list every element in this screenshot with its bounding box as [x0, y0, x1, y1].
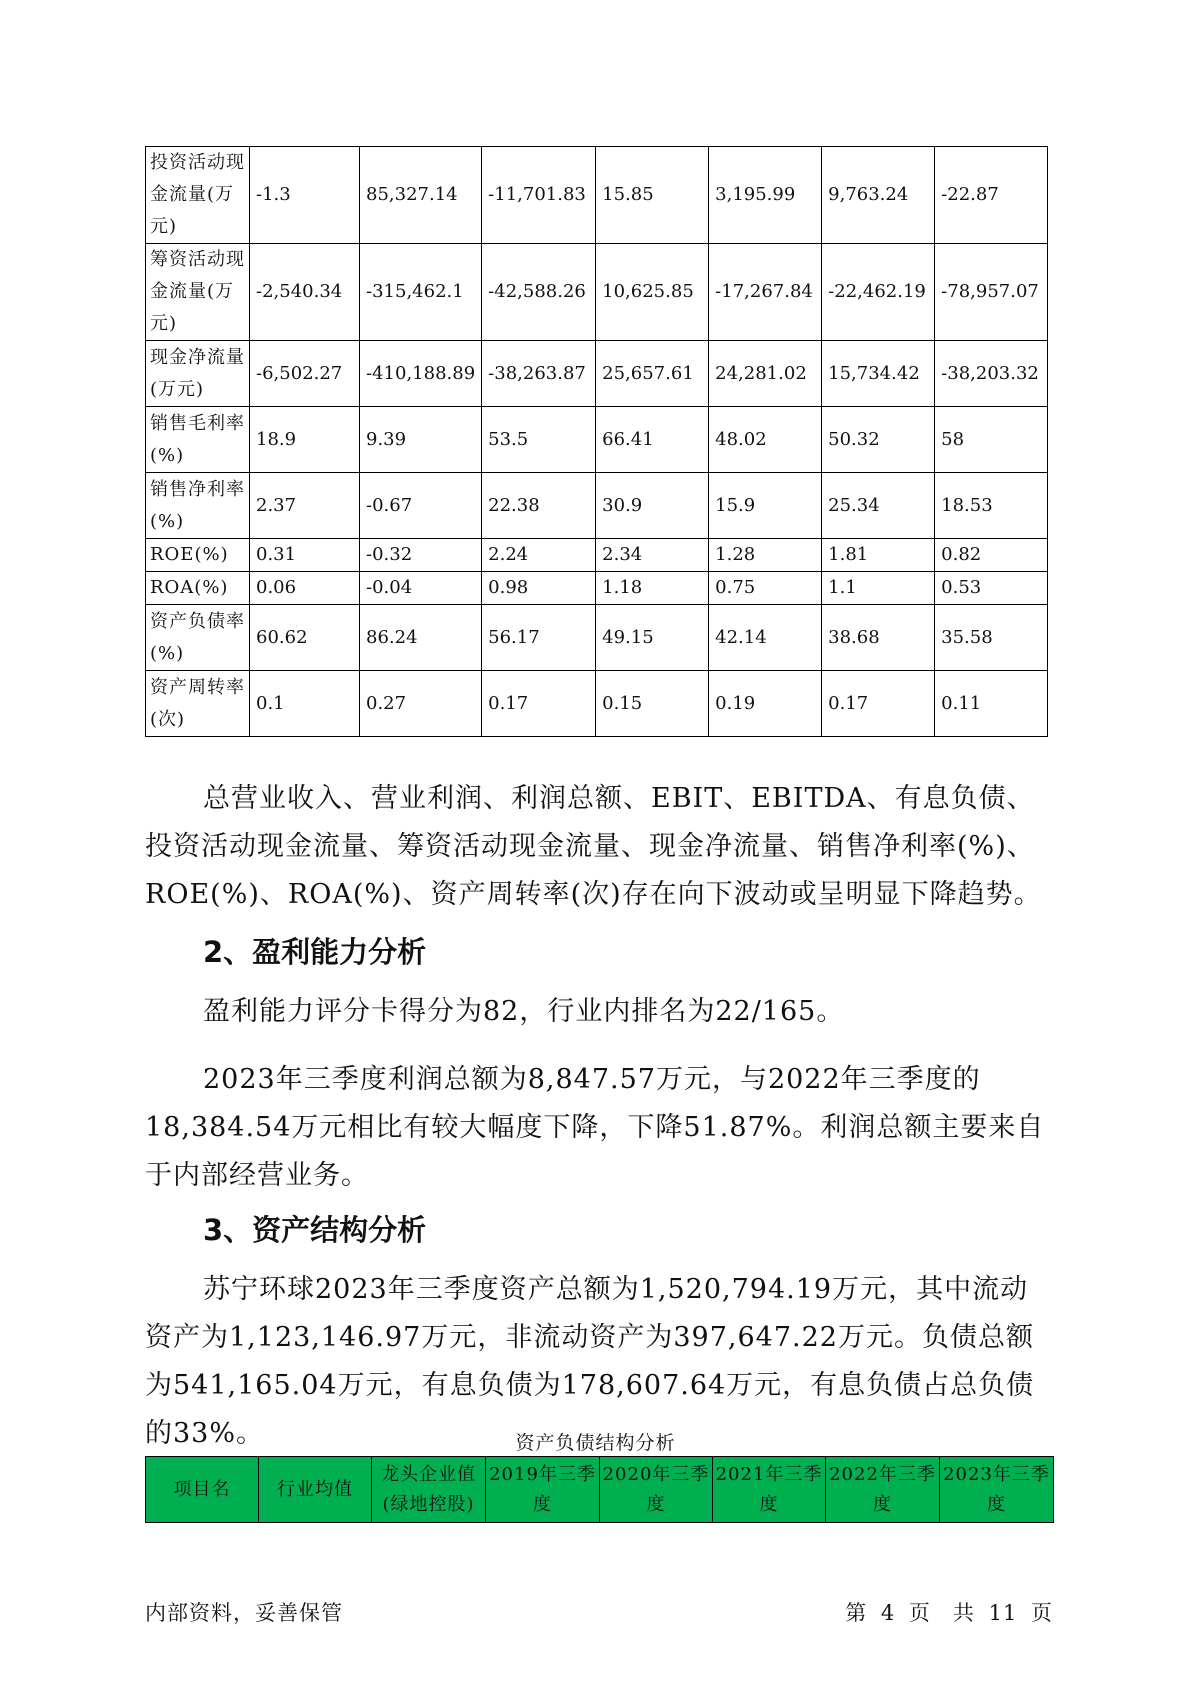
metric-value: 58 [935, 407, 1048, 473]
metric-value: 2.24 [482, 539, 596, 572]
metric-value: 10,625.85 [596, 244, 709, 341]
metric-value: -0.67 [360, 473, 482, 539]
section-heading-asset-structure: 3、资产结构分析 [203, 1213, 427, 1247]
structure-header-cell: 2021年三季度 [713, 1457, 826, 1523]
metric-value: 38.68 [822, 605, 935, 671]
metric-label: 筹资活动现金流量(万元) [146, 244, 250, 341]
metric-value: 0.06 [250, 572, 360, 605]
structure-header-cell: 项目名 [146, 1457, 259, 1523]
metric-value: 15.85 [596, 147, 709, 244]
metric-value: -410,188.89 [360, 341, 482, 407]
metric-value: 0.82 [935, 539, 1048, 572]
metric-value: 1.1 [822, 572, 935, 605]
metric-value: 25,657.61 [596, 341, 709, 407]
metric-value: 0.1 [250, 671, 360, 737]
metric-value: 0.17 [482, 671, 596, 737]
metric-value: 35.58 [935, 605, 1048, 671]
structure-header-cell: 行业均值 [259, 1457, 372, 1523]
metric-value: 2.34 [596, 539, 709, 572]
profit-detail-paragraph: 2023年三季度利润总额为8,847.57万元，与2022年三季度的18,384.54万元相比有较大幅度下降，下降51.87%。利润总额主要来自于内部经营业务。 [145, 1064, 1045, 1191]
metric-value: -38,263.87 [482, 341, 596, 407]
structure-table-header-row [146, 1457, 1054, 1523]
metric-label: 投资活动现金流量(万元) [146, 147, 250, 244]
metric-value: -22,462.19 [822, 244, 935, 341]
metric-value: 42.14 [709, 605, 822, 671]
table-caption: 资产负债结构分析 [515, 1432, 676, 1454]
metric-value: 0.15 [596, 671, 709, 737]
metric-value: 53.5 [482, 407, 596, 473]
metric-value: 15.9 [709, 473, 822, 539]
metric-value: 18.53 [935, 473, 1048, 539]
metric-value: 18.9 [250, 407, 360, 473]
metrics-table-body [146, 147, 1048, 737]
metric-value: -78,957.07 [935, 244, 1048, 341]
metrics-row [146, 473, 1048, 539]
footer-page-number: 第 4 页 共 11 页 [845, 1601, 1053, 1625]
structure-header-cell: 2023年三季度 [940, 1457, 1054, 1523]
metrics-row [146, 244, 1048, 341]
metric-value: -6,502.27 [250, 341, 360, 407]
metric-value: -22.87 [935, 147, 1048, 244]
metric-value: 86.24 [360, 605, 482, 671]
metric-value: -315,462.1 [360, 244, 482, 341]
financial-metrics-table [145, 146, 1048, 737]
metric-value: 25.34 [822, 473, 935, 539]
metric-label: ROA(%) [146, 572, 250, 605]
footer-confidential-note: 内部资料，妥善保管 [145, 1601, 343, 1625]
section-heading-profitability: 2、盈利能力分析 [203, 935, 427, 969]
metric-label: 销售毛利率(%) [146, 407, 250, 473]
metrics-row [146, 341, 1048, 407]
structure-header-cell: 2022年三季度 [826, 1457, 940, 1523]
metric-value: 15,734.42 [822, 341, 935, 407]
metrics-row [146, 671, 1048, 737]
metrics-row [146, 605, 1048, 671]
metrics-row [146, 572, 1048, 605]
metric-value: -2,540.34 [250, 244, 360, 341]
metric-label: 资产负债率(%) [146, 605, 250, 671]
metric-value: 85,327.14 [360, 147, 482, 244]
metric-value: -38,203.32 [935, 341, 1048, 407]
metric-label: 资产周转率(次) [146, 671, 250, 737]
metric-value: 1.81 [822, 539, 935, 572]
metric-label: ROE(%) [146, 539, 250, 572]
structure-header-cell: 2019年三季度 [486, 1457, 600, 1523]
metric-value: 56.17 [482, 605, 596, 671]
metric-value: 0.75 [709, 572, 822, 605]
metric-value: -0.32 [360, 539, 482, 572]
profit-score-paragraph: 盈利能力评分卡得分为82，行业内排名为22/165。 [203, 996, 845, 1027]
metric-value: 0.11 [935, 671, 1048, 737]
metric-value: 3,195.99 [709, 147, 822, 244]
metric-value: 0.53 [935, 572, 1048, 605]
metric-value: 0.98 [482, 572, 596, 605]
metric-value: 66.41 [596, 407, 709, 473]
metric-value: 22.38 [482, 473, 596, 539]
metric-value: 0.31 [250, 539, 360, 572]
metric-value: 0.17 [822, 671, 935, 737]
metric-label: 现金净流量(万元) [146, 341, 250, 407]
metric-value: 0.19 [709, 671, 822, 737]
metrics-row [146, 147, 1048, 244]
metrics-row [146, 407, 1048, 473]
metric-value: 9.39 [360, 407, 482, 473]
metric-value: -0.04 [360, 572, 482, 605]
metric-value: -1.3 [250, 147, 360, 244]
metric-value: 49.15 [596, 605, 709, 671]
metric-value: 30.9 [596, 473, 709, 539]
metric-value: 9,763.24 [822, 147, 935, 244]
trend-paragraph: 总营业收入、营业利润、利润总额、EBIT、EBITDA、有息负债、投资活动现金流量、筹资活动现金流量、现金净流量、销售净利率(%)、ROE(%)、ROA(%)、资产周转率(次)存在向下波动或呈明显下降趋势。 [145, 783, 1042, 910]
metric-label: 销售净利率(%) [146, 473, 250, 539]
metrics-row [146, 539, 1048, 572]
metric-value: 1.18 [596, 572, 709, 605]
metric-value: 48.02 [709, 407, 822, 473]
asset-liability-structure-table [145, 1456, 1054, 1523]
metric-value: -42,588.26 [482, 244, 596, 341]
structure-header-cell: 龙头企业值(绿地控股) [372, 1457, 486, 1523]
metric-value: -11,701.83 [482, 147, 596, 244]
metric-value: 1.28 [709, 539, 822, 572]
asset-detail-paragraph: 苏宁环球2023年三季度资产总额为1,520,794.19万元，其中流动资产为1,123,146.97万元，非流动资产为397,647.22万元。负债总额为541,165.04万元，有息负债为178,607.64万元，有息负债占总负债的33%。 [145, 1274, 1035, 1449]
metric-value: 60.62 [250, 605, 360, 671]
metric-value: 24,281.02 [709, 341, 822, 407]
metric-value: -17,267.84 [709, 244, 822, 341]
metric-value: 0.27 [360, 671, 482, 737]
metric-value: 2.37 [250, 473, 360, 539]
metric-value: 50.32 [822, 407, 935, 473]
structure-header-cell: 2020年三季度 [600, 1457, 713, 1523]
